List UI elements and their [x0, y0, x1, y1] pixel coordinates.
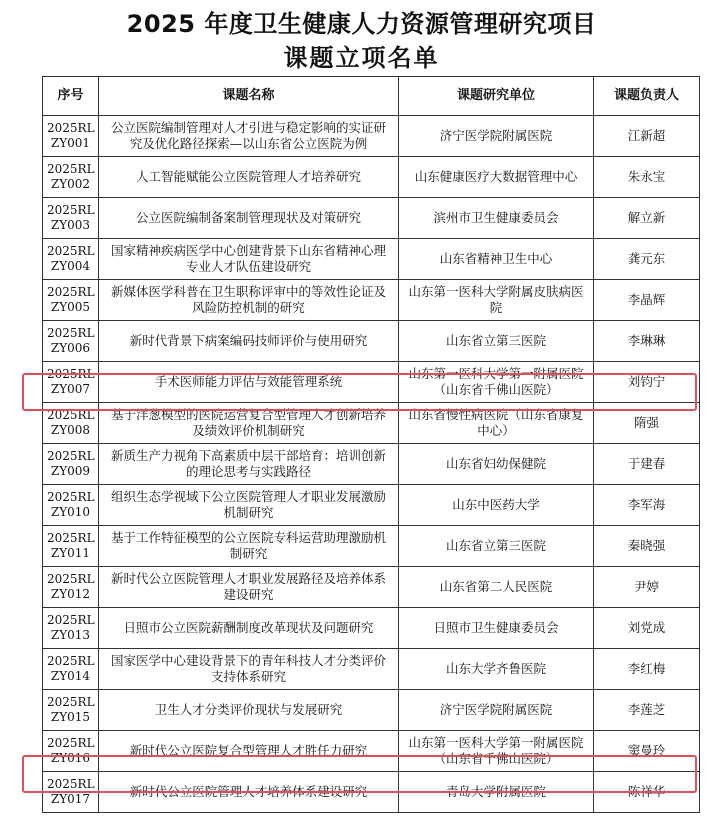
column-header-id: 序号 [43, 77, 99, 116]
column-header-leader: 课题负责人 [594, 77, 700, 116]
cell-id: 2025RL ZY005 [43, 280, 99, 321]
cell-research-unit: 山东第一医科大学第一附属医院（山东省千佛山医院） [399, 362, 594, 403]
cell-research-unit: 山东省精神卫生中心 [399, 239, 594, 280]
table-row [43, 567, 700, 608]
table-row [43, 731, 700, 772]
column-header-unit: 课题研究单位 [399, 77, 594, 116]
table-row [43, 444, 700, 485]
cell-project-name: 手术医师能力评估与效能管理系统 [99, 362, 399, 403]
cell-research-unit: 山东省立第三医院 [399, 526, 594, 567]
cell-leader: 江新超 [594, 116, 700, 157]
cell-leader: 李莲芝 [594, 690, 700, 731]
cell-leader: 李红梅 [594, 649, 700, 690]
cell-leader: 陈祥华 [594, 772, 700, 813]
cell-research-unit: 济宁医学院附属医院 [399, 116, 594, 157]
cell-leader: 朱永宝 [594, 157, 700, 198]
column-header-name: 课题名称 [99, 77, 399, 116]
cell-id: 2025RL ZY011 [43, 526, 99, 567]
cell-project-name: 日照市公立医院薪酬制度改革现状及问题研究 [99, 608, 399, 649]
cell-project-name: 卫生人才分类评价现状与发展研究 [99, 690, 399, 731]
cell-research-unit: 山东省妇幼保健院 [399, 444, 594, 485]
cell-leader: 龚元东 [594, 239, 700, 280]
cell-id: 2025RL ZY015 [43, 690, 99, 731]
table-row [43, 321, 700, 362]
table-row [43, 239, 700, 280]
cell-leader: 李军海 [594, 485, 700, 526]
cell-project-name: 新时代公立医院管理人才职业发展路径及培养体系建设研究 [99, 567, 399, 608]
cell-project-name: 基于工作特征模型的公立医院专科运营助理激励机制研究 [99, 526, 399, 567]
cell-project-name: 新时代背景下病案编码技师评价与使用研究 [99, 321, 399, 362]
cell-id: 2025RL ZY013 [43, 608, 99, 649]
cell-leader: 刘钧宁 [594, 362, 700, 403]
cell-id: 2025RL ZY008 [43, 403, 99, 444]
cell-research-unit: 青岛大学附属医院 [399, 772, 594, 813]
table-row [43, 403, 700, 444]
table-row [43, 116, 700, 157]
cell-leader: 隋强 [594, 403, 700, 444]
cell-id: 2025RL ZY014 [43, 649, 99, 690]
cell-id: 2025RL ZY017 [43, 772, 99, 813]
cell-project-name: 公立医院编制管理对人才引进与稳定影响的实证研究及优化路径探索—以山东省公立医院为例 [99, 116, 399, 157]
cell-research-unit: 山东省慢性病医院（山东省康复中心） [399, 403, 594, 444]
cell-research-unit: 山东第一医科大学附属皮肤病医院 [399, 280, 594, 321]
cell-research-unit: 山东省立第三医院 [399, 321, 594, 362]
cell-project-name: 新媒体医学科普在卫生职称评审中的等效性论证及风险防控机制的研究 [99, 280, 399, 321]
cell-research-unit: 滨州市卫生健康委员会 [399, 198, 594, 239]
cell-id: 2025RL ZY006 [43, 321, 99, 362]
project-list-table [42, 76, 700, 813]
cell-project-name: 国家精神疾病医学中心创建背景下山东省精神心理专业人才队伍建设研究 [99, 239, 399, 280]
document-subtitle: 课题立项名单 [283, 44, 440, 72]
cell-leader: 窦曼玲 [594, 731, 700, 772]
cell-project-name: 组织生态学视域下公立医院管理人才职业发展激励机制研究 [99, 485, 399, 526]
cell-leader: 秦晓强 [594, 526, 700, 567]
cell-id: 2025RL ZY016 [43, 731, 99, 772]
cell-id: 2025RL ZY001 [43, 116, 99, 157]
cell-leader: 李琳琳 [594, 321, 700, 362]
table-row [43, 198, 700, 239]
table-row [43, 280, 700, 321]
cell-leader: 尹婷 [594, 567, 700, 608]
cell-project-name: 新时代公立医院管理人才培养体系建设研究 [99, 772, 399, 813]
table-row [43, 485, 700, 526]
cell-project-name: 公立医院编制备案制管理现状及对策研究 [99, 198, 399, 239]
cell-project-name: 新质生产力视角下高素质中层干部培育：培训创新的理论思考与实践路径 [99, 444, 399, 485]
cell-research-unit: 日照市卫生健康委员会 [399, 608, 594, 649]
cell-project-name: 国家医学中心建设背景下的青年科技人才分类评价支持体系研究 [99, 649, 399, 690]
cell-leader: 于建春 [594, 444, 700, 485]
cell-research-unit: 济宁医学院附属医院 [399, 690, 594, 731]
cell-research-unit: 山东大学齐鲁医院 [399, 649, 594, 690]
table-row [43, 772, 700, 813]
cell-project-name: 基于洋葱模型的医院运营复合型管理人才创新培养及绩效评价机制研究 [99, 403, 399, 444]
table-row [43, 690, 700, 731]
table-row [43, 649, 700, 690]
table-row [43, 526, 700, 567]
cell-research-unit: 山东健康医疗大数据管理中心 [399, 157, 594, 198]
table-header-row [43, 77, 700, 116]
cell-research-unit: 山东省第二人民医院 [399, 567, 594, 608]
cell-leader: 解立新 [594, 198, 700, 239]
cell-leader: 李晶辉 [594, 280, 700, 321]
cell-id: 2025RL ZY007 [43, 362, 99, 403]
cell-research-unit: 山东中医药大学 [399, 485, 594, 526]
cell-id: 2025RL ZY002 [43, 157, 99, 198]
cell-project-name: 人工智能赋能公立医院管理人才培养研究 [99, 157, 399, 198]
cell-id: 2025RL ZY004 [43, 239, 99, 280]
cell-id: 2025RL ZY010 [43, 485, 99, 526]
table-row [43, 362, 700, 403]
cell-id: 2025RL ZY009 [43, 444, 99, 485]
cell-id: 2025RL ZY003 [43, 198, 99, 239]
document-title: 2025 年度卫生健康人力资源管理研究项目 [126, 10, 597, 38]
cell-project-name: 新时代公立医院复合型管理人才胜任力研究 [99, 731, 399, 772]
cell-leader: 刘党成 [594, 608, 700, 649]
cell-research-unit: 山东第一医科大学第一附属医院（山东省千佛山医院） [399, 731, 594, 772]
table-row [43, 157, 700, 198]
cell-id: 2025RL ZY012 [43, 567, 99, 608]
table-row [43, 608, 700, 649]
